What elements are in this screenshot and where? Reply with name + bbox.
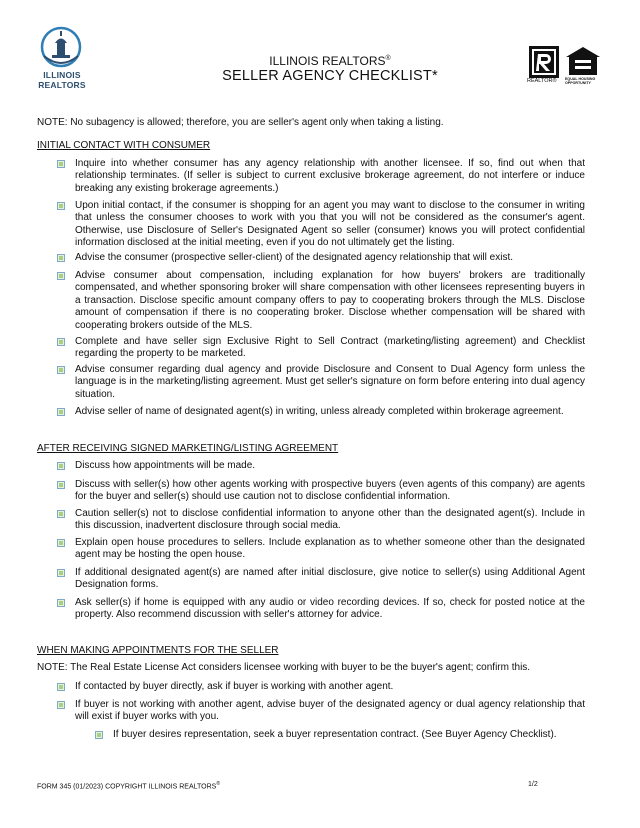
checklist-item-text: If buyer desires representation, seek a buyer representation contract. (See Buyer Agency Checklist).	[113, 729, 557, 740]
section-heading-appointments: WHEN MAKING APPOINTMENTS FOR THE SELLER	[37, 645, 279, 656]
form-footer	[37, 781, 220, 790]
footer-reg-mark: ®	[216, 781, 221, 787]
document-title	[200, 52, 460, 85]
checkbox-icon[interactable]	[57, 599, 65, 607]
checkbox-icon[interactable]	[57, 366, 65, 374]
checklist-item-text: Upon initial contact, if the consumer is shopping for an agent you may want to disclose to the consumer in writing that unless the consumer chooses to work with you that you will not be considered as the consumer's agent. Otherwise, use Disclosure of Seller's Designated Agent so seller (consumer) knows you will protect confidential information disclosed at the initial meeting, even if you do not ultimately get the listing.	[75, 200, 585, 249]
checkbox-icon[interactable]	[57, 338, 65, 346]
checklist-item-text: Advise seller of name of designated agent(s) in writing, unless already completed within brokerage agreement.	[75, 406, 564, 417]
footer-copyright: FORM 345 (01/2023) COPYRIGHT ILLINOIS REALTORS	[37, 783, 217, 791]
checkbox-icon[interactable]	[57, 683, 65, 691]
section-heading-after-agreement: AFTER RECEIVING SIGNED MARKETING/LISTING AGREEMENT	[37, 443, 339, 454]
capitol-dome-icon	[40, 26, 82, 68]
checkbox-icon[interactable]	[57, 539, 65, 547]
section-heading-initial-contact: INITIAL CONTACT WITH CONSUMER	[37, 140, 211, 151]
checklist-item-text: If buyer is not working with another agent, advise buyer of the designated agency or dual agency relationship that will exist if buyer works with you.	[75, 699, 585, 723]
logo-word-illinois: ILLINOIS	[43, 70, 81, 80]
illinois-realtors-logo	[34, 26, 90, 98]
checklist-item-text: Advise consumer about compensation, including explanation for how buyers' brokers are traditionally compensated, and whether sponsoring broker will share compensation with other licensees representing buyers in a transaction. Disclose specific amount company offers to pay to cooperating brokers through the MLS. Disclose amount of compensation if there is no cooperating broker. Disclose whether compensation will be shared with cooperating brokers outside of the MLS.	[75, 270, 585, 331]
checklist-item-text: Advise the consumer (prospective seller-client) of the designated agency relationship that will exist.	[75, 252, 513, 263]
eho-label: EQUAL HOUSING OPPORTUNITY	[565, 77, 596, 86]
checkbox-icon[interactable]	[57, 701, 65, 709]
checkbox-icon[interactable]	[57, 408, 65, 416]
checkbox-icon[interactable]	[57, 272, 65, 280]
title-org: ILLINOIS REALTORS	[269, 54, 386, 68]
checklist-item-text: Discuss with seller(s) how other agents working with prospective buyers (even agents of this company) are agents for the buyer and seller(s) should use caution not to disclose confidential information.	[75, 479, 585, 503]
realtor-r-icon	[529, 46, 559, 78]
logo-word-realtors: REALTORS	[38, 80, 86, 90]
checklist-item-text: If additional designated agent(s) are named after initial disclosure, give notice to seller(s) using Additional Agent Designation forms.	[75, 567, 585, 591]
checklist-item-text: If contacted by buyer directly, ask if buyer is working with another agent.	[75, 681, 394, 692]
checklist-item-text: Discuss how appointments will be made.	[75, 460, 256, 471]
title-reg-mark: ®	[385, 55, 391, 62]
page-number: 1/2	[528, 781, 538, 788]
subagency-note: NOTE: No subagency is allowed; therefore, you are seller's agent only when taking a listing.	[37, 117, 444, 128]
realtor-label: REALTOR®	[527, 78, 557, 84]
checklist-item-text: Complete and have seller sign Exclusive Right to Sell Contract (marketing/listing agreement) and Checklist regarding the property to be marketed.	[75, 336, 585, 360]
license-act-note: NOTE: The Real Estate License Act considers licensee working with buyer to be the buyer's agent; confirm this.	[37, 662, 531, 673]
checklist-item-text: Caution seller(s) not to disclose confidential information to anyone other than the designated agent(s). Include in this discussion, inadvertent disclosure through social media.	[75, 508, 585, 532]
checklist-item-text: Inquire into whether consumer has any agency relationship with another licensee. If so, find out when that relationship terminates. (If seller is subject to current exclusive brokerage agreement, do not interfere or induce breaking any existing brokerage agreements.)	[75, 158, 585, 194]
title-checklist: SELLER AGENCY CHECKLIST*	[222, 68, 438, 84]
checkbox-icon[interactable]	[57, 202, 65, 210]
checkbox-icon[interactable]	[95, 731, 103, 739]
checkbox-icon[interactable]	[57, 481, 65, 489]
checklist-item-text: Explain open house procedures to sellers. Include explanation as to whether someone other than the designated agent may be hosting the open house.	[75, 537, 585, 561]
right-logos	[527, 44, 607, 86]
checklist-item-text: Ask seller(s) if home is equipped with any audio or video recording devices. If so, check for posted notice at the property. Also recommend discussion with seller's attorney for advice.	[75, 597, 585, 621]
checkbox-icon[interactable]	[57, 510, 65, 518]
checkbox-icon[interactable]	[57, 462, 65, 470]
equal-housing-icon	[565, 46, 601, 76]
checkbox-icon[interactable]	[57, 160, 65, 168]
checkbox-icon[interactable]	[57, 569, 65, 577]
checkbox-icon[interactable]	[57, 254, 65, 262]
checklist-item-text: Advise consumer regarding dual agency and provide Disclosure and Consent to Dual Agency form unless the language is in the marketing/listing agreement. Must get seller's signature on form before entering into dual agency situation.	[75, 364, 585, 400]
